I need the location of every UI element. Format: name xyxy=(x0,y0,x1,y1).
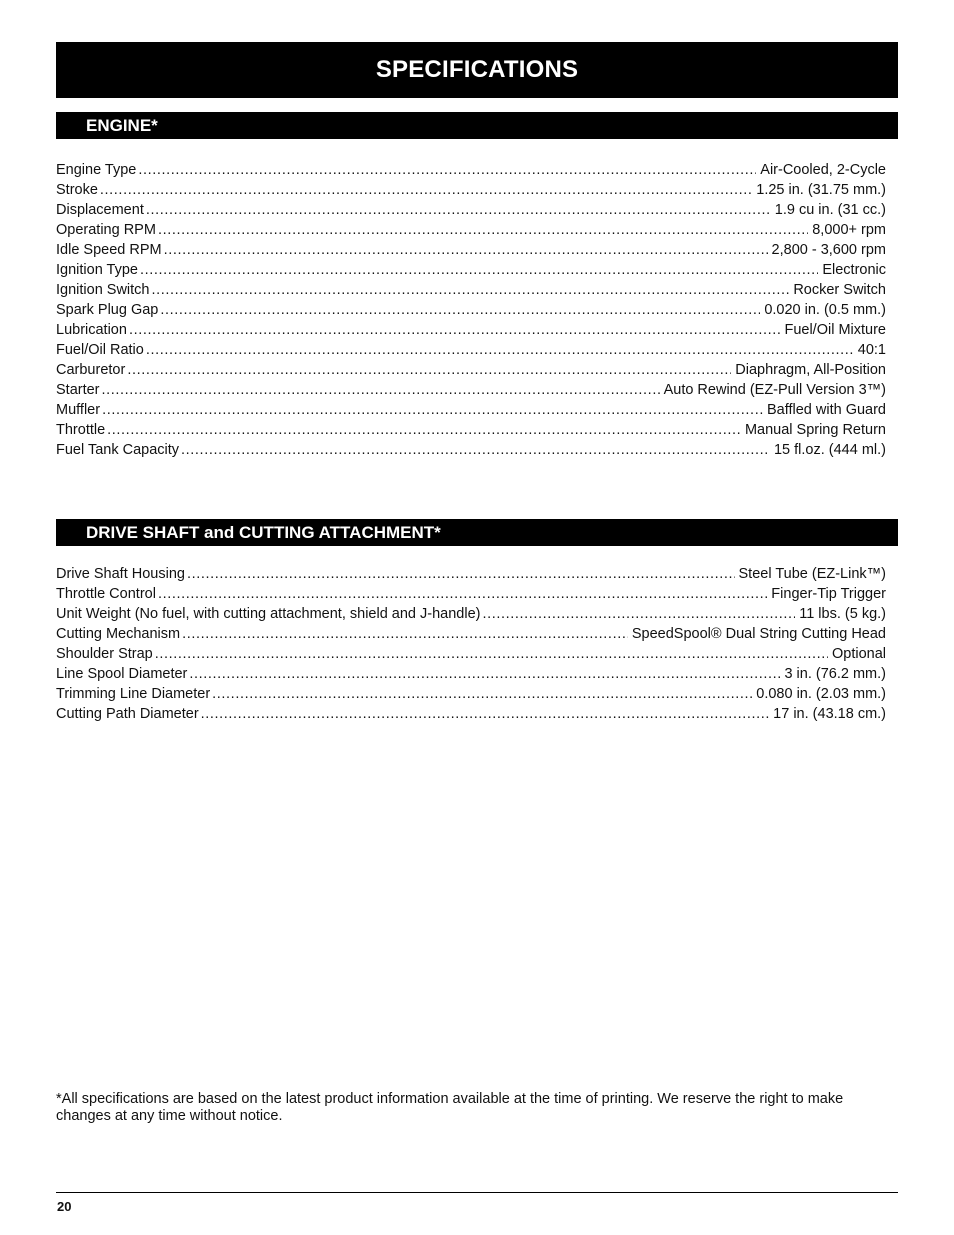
spec-row-fuel-tank-capacity xyxy=(56,440,886,460)
page-title: SPECIFICATIONS xyxy=(56,42,898,98)
spec-label: Idle Speed RPM xyxy=(56,242,162,258)
spec-row-muffler xyxy=(56,400,886,420)
dot-leader xyxy=(146,200,771,220)
spec-row-unit-weight xyxy=(56,604,886,624)
dot-leader xyxy=(155,644,828,664)
drive-shaft-spec-list xyxy=(56,564,886,724)
engine-spec-list xyxy=(56,160,886,460)
spec-label: Starter xyxy=(56,382,100,398)
spec-value: 1.9 cu in. (31 cc.) xyxy=(774,202,886,218)
spec-label: Ignition Switch xyxy=(56,282,150,298)
spec-value: 1.25 in. (31.75 mm.) xyxy=(756,182,886,198)
page-number: 20 xyxy=(57,1199,72,1214)
dot-leader xyxy=(201,704,770,724)
spec-row-cutting-mechanism xyxy=(56,624,886,644)
dot-leader xyxy=(189,664,780,684)
spec-value: 0.020 in. (0.5 mm.) xyxy=(764,302,886,318)
spec-value: 40:1 xyxy=(857,342,886,358)
spec-row-idle-speed-rpm xyxy=(56,240,886,260)
spec-row-throttle xyxy=(56,420,886,440)
dot-leader xyxy=(107,420,741,440)
spec-row-spark-plug-gap xyxy=(56,300,886,320)
spec-row-shoulder-strap xyxy=(56,644,886,664)
dot-leader xyxy=(164,240,768,260)
spec-row-engine-type xyxy=(56,160,886,180)
dot-leader xyxy=(102,380,660,400)
spec-label: Line Spool Diameter xyxy=(56,666,188,682)
dot-leader xyxy=(187,564,735,584)
spec-value: Optional xyxy=(831,646,886,662)
spec-row-stroke xyxy=(56,180,886,200)
spec-value: 2,800 - 3,600 rpm xyxy=(771,242,886,258)
footnote: *All specifications are based on the latest product information available at the time of printing. We reserve the right to make changes at any time without notice. xyxy=(56,1091,844,1124)
spec-value: Air-Cooled, 2-Cycle xyxy=(760,162,886,178)
spec-label: Fuel Tank Capacity xyxy=(56,442,180,458)
spec-value: SpeedSpool® Dual String Cutting Head xyxy=(631,626,886,642)
drive-shaft-section-heading: DRIVE SHAFT and CUTTING ATTACHMENT* xyxy=(56,519,898,546)
footer-divider xyxy=(56,1192,898,1193)
spec-value: 8,000+ rpm xyxy=(812,222,886,238)
dot-leader xyxy=(158,220,808,240)
spec-row-ignition-type xyxy=(56,260,886,280)
spec-label: Carburetor xyxy=(56,362,126,378)
spec-label: Cutting Mechanism xyxy=(56,626,181,642)
spec-label: Lubrication xyxy=(56,322,127,338)
spec-value: Rocker Switch xyxy=(793,282,886,298)
dot-leader xyxy=(102,400,763,420)
spec-label: Operating RPM xyxy=(56,222,156,238)
spec-label: Cutting Path Diameter xyxy=(56,706,199,722)
spec-value: 15 fl.oz. (444 ml.) xyxy=(773,442,886,458)
spec-value: 11 lbs. (5 kg.) xyxy=(799,606,886,622)
dot-leader xyxy=(140,260,818,280)
spec-label: Muffler xyxy=(56,402,101,418)
spec-row-lubrication xyxy=(56,320,886,340)
spec-row-displacement xyxy=(56,200,886,220)
dot-leader xyxy=(127,360,731,380)
spec-value: Diaphragm, All-Position xyxy=(735,362,886,378)
spec-row-carburetor xyxy=(56,360,886,380)
spec-value: 0.080 in. (2.03 mm.) xyxy=(756,686,886,702)
dot-leader xyxy=(158,584,767,604)
spec-label: Displacement xyxy=(56,202,144,218)
spec-value: Auto Rewind (EZ-Pull Version 3™) xyxy=(663,382,886,398)
spec-value: Fuel/Oil Mixture xyxy=(784,322,886,338)
dot-leader xyxy=(182,624,628,644)
dot-leader xyxy=(129,320,781,340)
spec-value: Finger-Tip Trigger xyxy=(771,586,886,602)
spec-row-cutting-path-diameter xyxy=(56,704,886,724)
spec-value: 17 in. (43.18 cm.) xyxy=(773,706,886,722)
spec-row-fuel-oil-ratio xyxy=(56,340,886,360)
spec-row-throttle-control xyxy=(56,584,886,604)
spec-value: Manual Spring Return xyxy=(744,422,886,438)
spec-row-drive-shaft-housing xyxy=(56,564,886,584)
spec-label: Stroke xyxy=(56,182,98,198)
dot-leader xyxy=(212,684,752,704)
spec-label: Fuel/Oil Ratio xyxy=(56,342,144,358)
dot-leader xyxy=(152,280,790,300)
dot-leader xyxy=(482,604,795,624)
spec-label: Spark Plug Gap xyxy=(56,302,159,318)
spec-label: Throttle xyxy=(56,422,106,438)
dot-leader xyxy=(146,340,854,360)
dot-leader xyxy=(181,440,770,460)
spec-label: Throttle Control xyxy=(56,586,156,602)
spec-label: Engine Type xyxy=(56,162,137,178)
spec-label: Trimming Line Diameter xyxy=(56,686,211,702)
dot-leader xyxy=(160,300,760,320)
spec-row-trimming-line-diameter xyxy=(56,684,886,704)
spec-value: Baffled with Guard xyxy=(766,402,886,418)
spec-label: Unit Weight (No fuel, with cutting attachment, shield and J-handle) xyxy=(56,606,481,622)
spec-row-ignition-switch xyxy=(56,280,886,300)
spec-value: Electronic xyxy=(822,262,886,278)
spec-label: Drive Shaft Housing xyxy=(56,566,185,582)
engine-section-heading: ENGINE* xyxy=(56,112,898,139)
dot-leader xyxy=(100,180,752,200)
spec-label: Ignition Type xyxy=(56,262,138,278)
spec-label: Shoulder Strap xyxy=(56,646,153,662)
spec-value: 3 in. (76.2 mm.) xyxy=(784,666,886,682)
spec-row-line-spool-diameter xyxy=(56,664,886,684)
spec-row-operating-rpm xyxy=(56,220,886,240)
dot-leader xyxy=(138,160,756,180)
spec-value: Steel Tube (EZ-Link™) xyxy=(738,566,886,582)
spec-row-starter xyxy=(56,380,886,400)
